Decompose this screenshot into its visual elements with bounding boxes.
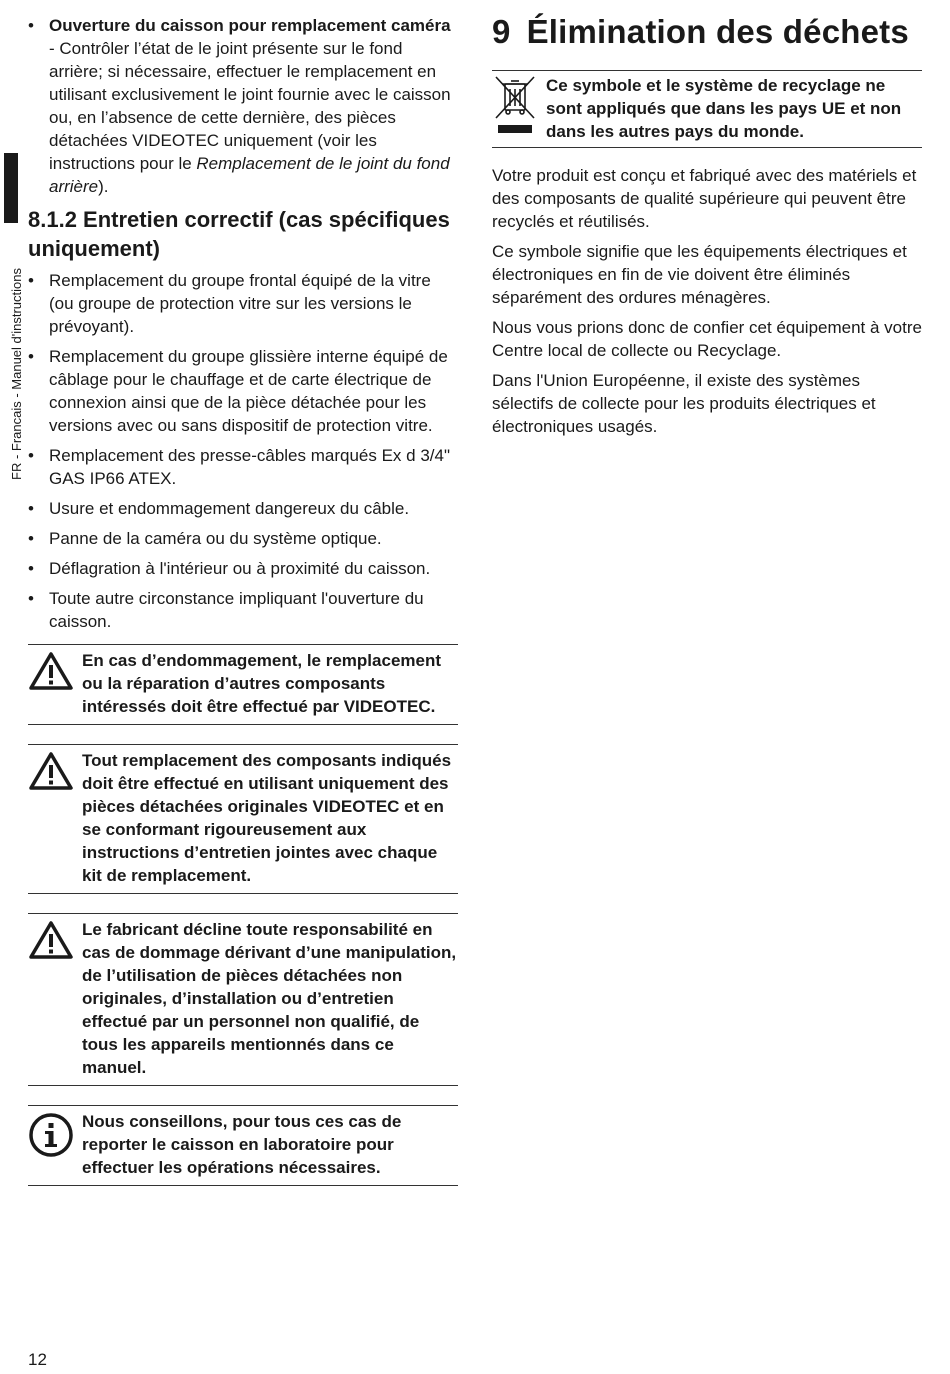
weee-notice-text: Ce symbole et le système de recyclage ne sont appliqués que dans les pays UE et non dans les autres pays du monde. <box>546 76 902 141</box>
info-notice <box>28 1105 458 1186</box>
page-number: 12 <box>28 1350 47 1369</box>
bullet-glyph: • <box>28 271 34 290</box>
side-language-label: FR - Francais - Manuel d'instructions <box>9 268 24 480</box>
notice-text: En cas d’endommagement, le remplacement ou la réparation d’autres composants intéressés doit être effectué par VIDEOTEC. <box>82 651 442 716</box>
body-paragraph: Dans l'Union Européenne, il existe des systèmes sélectifs de collecte pour les produits électriques et électroniques usagés. <box>492 371 876 436</box>
list-item <box>28 557 460 580</box>
list-item <box>28 345 460 437</box>
side-tab-marker <box>4 153 18 223</box>
warning-notice <box>28 644 458 725</box>
bullet-glyph: • <box>28 499 34 518</box>
list-item-text: Panne de la caméra ou du système optique. <box>49 529 382 548</box>
warning-notice <box>28 913 458 1086</box>
list-item-text: Toute autre circonstance impliquant l'ouverture du caisson. <box>49 589 424 631</box>
bullet-glyph: • <box>28 16 34 35</box>
intro-bullet-bold: Ouverture du caisson pour remplacement caméra <box>49 16 451 35</box>
list-item <box>28 587 460 633</box>
intro-bullet-text: - Contrôler l’état de le joint présente sur le fond arrière; si nécessaire, effectuer le remplacement en utilisant exclusivement le joint fournie avec le caisson ou, en l’absence de cette dernière, des pièces détachées VIDEOTEC uniquement (voir les instructions pour le <box>49 39 451 173</box>
section-heading <box>492 10 924 54</box>
notice-text: Nous conseillons, pour tous ces cas de reporter le caisson en laboratoire pour effectuer les opérations nécessaires. <box>82 1112 402 1177</box>
body-paragraph: Votre produit est conçu et fabriqué avec des matériels et des composants de qualité supérieure qui peuvent être recyclés et réutilisés. <box>492 166 917 231</box>
notice-text: Tout remplacement des composants indiqués doit être effectué en utilisant uniquement des pièces détachées originales VIDEOTEC et en se conformant rigoureusement aux instructions d’entretien jointes avec chaque kit de remplacement. <box>82 751 452 885</box>
list-item-text: Remplacement du groupe frontal équipé de la vitre (ou groupe de protection vitre sur les versions le prévoyant). <box>49 271 431 336</box>
intro-list <box>28 14 460 198</box>
left-column <box>28 14 460 1205</box>
subsection-heading: 8.1.2 Entretien correctif (cas spécifiques uniquement) <box>28 207 450 261</box>
body-paragraph: Ce symbole signifie que les équipements électriques et électroniques en fin de vie doivent être éliminés séparément des ordures ménagères. <box>492 242 907 307</box>
intro-bullet <box>28 14 460 198</box>
list-item-text: Remplacement des presse-câbles marqués Ex d 3/4" GAS IP66 ATEX. <box>49 446 451 488</box>
bullet-glyph: • <box>28 559 34 578</box>
info-circle-icon <box>28 1110 82 1163</box>
notice-text: Le fabricant décline toute responsabilité en cas de dommage dérivant d’une manipulation, de l’utilisation de pièces détachées non originales, d’installation ou d’entretien effectué par un personnel non qualifié, de tous les appareils mentionnés dans ce manuel. <box>82 920 457 1077</box>
list-item-text: Déflagration à l'intérieur ou à proximité du caisson. <box>49 559 431 578</box>
weee-notice <box>492 70 922 148</box>
list-item <box>28 527 460 550</box>
warning-notice <box>28 744 458 894</box>
list-item <box>28 444 460 490</box>
bullet-glyph: • <box>28 446 34 465</box>
list-item-text: Usure et endommagement dangereux du câble. <box>49 499 410 518</box>
list-item-text: Remplacement du groupe glissière interne équipé de câblage pour le chauffage et de carte électrique de connexion ainsi que de la pièce détachée pour les versions avec ou sans dispositif de protection vitre. <box>49 347 448 435</box>
intro-bullet-tail: ). <box>98 177 109 196</box>
section-title: Élimination des déchets <box>526 13 909 50</box>
bullet-glyph: • <box>28 529 34 548</box>
bullet-glyph: • <box>28 347 34 366</box>
warning-triangle-icon <box>28 918 82 965</box>
warning-triangle-icon <box>28 749 82 796</box>
list-item <box>28 497 460 520</box>
section-number: 9 <box>492 13 511 50</box>
bullet-glyph: • <box>28 589 34 608</box>
warning-triangle-icon <box>28 649 82 696</box>
maintenance-list <box>28 269 460 633</box>
list-item <box>28 269 460 338</box>
right-column <box>492 10 924 445</box>
intro-bullet-italic: Remplacement de le joint du fond arrière <box>49 154 450 196</box>
body-paragraph: Nous vous prions donc de confier cet équipement à votre Centre local de collecte ou Recyclage. <box>492 318 922 360</box>
crossed-bin-icon <box>492 74 546 145</box>
